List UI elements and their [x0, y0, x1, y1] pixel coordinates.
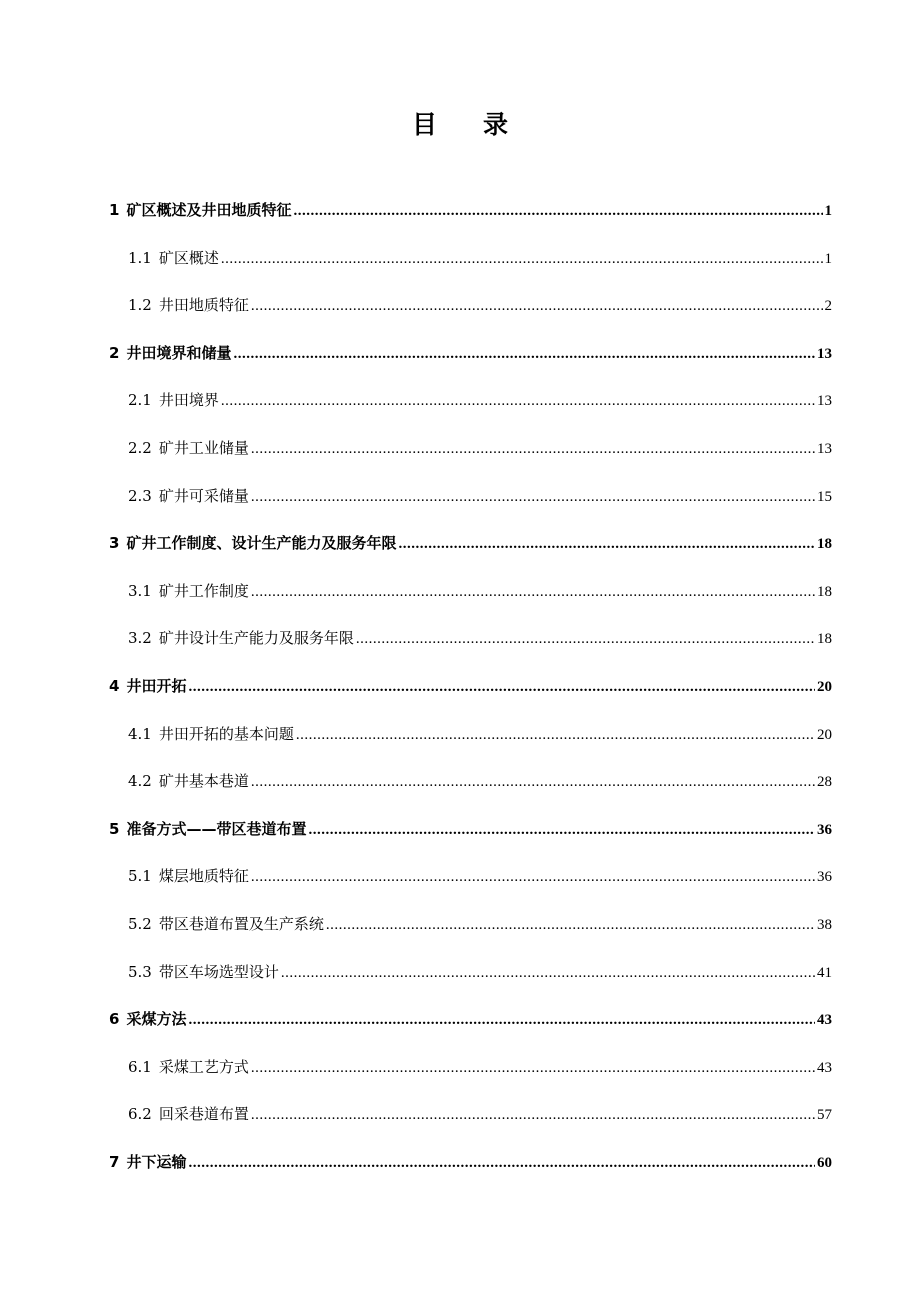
toc-entry-number: 1.2: [128, 296, 152, 314]
toc-entry-label: [128, 388, 219, 412]
toc-entry-number: 3: [109, 534, 120, 552]
toc-section-entry[interactable]: [128, 722, 832, 746]
toc-entry-label: [128, 912, 324, 936]
toc-entry-label: [109, 531, 396, 555]
toc-entry-title: 矿井工作制度、设计生产能力及服务年限: [126, 534, 397, 552]
toc-entry-title: 井田开拓: [126, 677, 187, 695]
toc-entry-number: 6: [109, 1010, 120, 1028]
toc-entry-label: [128, 293, 249, 317]
toc-section-entry[interactable]: [128, 484, 832, 508]
toc-page-number: 41: [817, 965, 832, 981]
toc-page-number: 20: [817, 679, 832, 695]
toc-entry-title: 井田境界: [158, 391, 219, 409]
page-title-char-2: 录: [483, 110, 509, 139]
toc-entry-label: [128, 436, 249, 460]
toc-dot-leader: [326, 913, 815, 936]
toc-dot-leader: [251, 437, 815, 460]
toc-chapter-entry[interactable]: [109, 341, 832, 365]
toc-dot-leader: [251, 580, 815, 603]
toc-section-entry[interactable]: [128, 864, 832, 888]
toc-entry-title: 井田境界和储量: [126, 344, 232, 362]
toc-entry-label: [128, 960, 279, 984]
toc-dot-leader: [398, 532, 815, 555]
toc-page-number: 1: [824, 251, 832, 267]
toc-entry-number: 2: [109, 344, 120, 362]
toc-entry-number: 5: [109, 820, 120, 838]
toc-dot-leader: [293, 199, 822, 222]
toc-entry-label: [128, 484, 249, 508]
toc-section-entry[interactable]: [128, 246, 832, 270]
toc-dot-leader: [251, 1056, 815, 1079]
toc-entry-label: [109, 817, 306, 841]
toc-page-number: 18: [817, 584, 832, 600]
toc-entry-title: 采煤方法: [126, 1010, 187, 1028]
toc-entry-title: 井田地质特征: [158, 296, 249, 314]
toc-chapter-entry[interactable]: [109, 817, 832, 841]
toc-dot-leader: [251, 1103, 815, 1126]
toc-entry-number: 6.2: [128, 1105, 152, 1123]
toc-chapter-entry[interactable]: [109, 674, 832, 698]
toc-entry-label: [128, 769, 249, 793]
toc-page-number: 18: [817, 631, 832, 647]
toc-entry-label: [109, 1150, 186, 1174]
toc-entry-number: 1: [109, 201, 120, 219]
toc-chapter-entry[interactable]: [109, 198, 832, 222]
toc-page-number: 36: [817, 869, 832, 885]
toc-entry-number: 5.2: [128, 915, 152, 933]
toc-entry-title: 矿井设计生产能力及服务年限: [158, 629, 354, 647]
toc-dot-leader: [308, 818, 815, 841]
toc-entry-title: 回采巷道布置: [158, 1105, 249, 1123]
toc-entry-label: [128, 246, 219, 270]
toc-entry-label: [109, 674, 186, 698]
toc-chapter-entry[interactable]: [109, 1007, 832, 1031]
toc-page-number: 15: [817, 489, 832, 505]
toc-entry-label: [109, 1007, 186, 1031]
toc-page-number: 43: [817, 1060, 832, 1076]
toc-section-entry[interactable]: [128, 436, 832, 460]
toc-page-number: 13: [817, 346, 832, 362]
toc-entry-label: [128, 722, 294, 746]
toc-dot-leader: [251, 865, 815, 888]
toc-dot-leader: [188, 1151, 815, 1174]
toc-entry-title: 矿井工业储量: [158, 439, 249, 457]
toc-page-number: 43: [817, 1012, 832, 1028]
toc-entry-title: 准备方式——带区巷道布置: [126, 820, 307, 838]
toc-entry-title: 井田开拓的基本问题: [158, 725, 294, 743]
toc-page-number: 60: [817, 1155, 832, 1171]
toc-chapter-entry[interactable]: [109, 531, 832, 555]
toc-chapter-entry[interactable]: [109, 1150, 832, 1174]
toc-entry-number: 7: [109, 1153, 120, 1171]
toc-dot-leader: [296, 723, 815, 746]
toc-page-number: 2: [824, 298, 832, 314]
toc-entry-title: 矿井可采储量: [158, 487, 249, 505]
page-title: [0, 110, 920, 140]
toc-entry-label: [109, 198, 291, 222]
toc-dot-leader: [251, 294, 823, 317]
toc-dot-leader: [221, 247, 823, 270]
toc-section-entry[interactable]: [128, 626, 832, 650]
toc-entry-number: 3.2: [128, 629, 152, 647]
toc-section-entry[interactable]: [128, 1102, 832, 1126]
toc-entry-label: [128, 579, 249, 603]
toc-entry-number: 5.3: [128, 963, 152, 981]
toc-entry-label: [128, 1102, 249, 1126]
toc-section-entry[interactable]: [128, 579, 832, 603]
toc-entry-number: 2.1: [128, 391, 152, 409]
toc-page-number: 38: [817, 917, 832, 933]
toc-page-number: 36: [817, 822, 832, 838]
toc-dot-leader: [356, 627, 815, 650]
toc-entry-title: 带区车场选型设计: [158, 963, 279, 981]
toc-entry-title: 采煤工艺方式: [158, 1058, 249, 1076]
toc-page-number: 13: [817, 441, 832, 457]
toc-entry-title: 带区巷道布置及生产系统: [158, 915, 324, 933]
toc-dot-leader: [188, 675, 815, 698]
toc-section-entry[interactable]: [128, 960, 832, 984]
toc-entry-label: [128, 864, 249, 888]
toc-dot-leader: [188, 1008, 815, 1031]
page-title-char-1: 目: [411, 110, 437, 139]
toc-entry-number: 4.1: [128, 725, 152, 743]
toc-section-entry[interactable]: [128, 912, 832, 936]
toc-page-number: 13: [817, 393, 832, 409]
toc-entry-title: 矿井基本巷道: [158, 772, 249, 790]
toc-entry-number: 6.1: [128, 1058, 152, 1076]
toc-entry-title: 井下运输: [126, 1153, 187, 1171]
toc-entry-number: 1.1: [128, 249, 152, 267]
toc-page-number: 20: [817, 727, 832, 743]
toc-page-number: 57: [817, 1107, 832, 1123]
toc-entry-title: 矿区概述及井田地质特征: [126, 201, 292, 219]
toc-page-number: 18: [817, 536, 832, 552]
toc-entry-number: 4.2: [128, 772, 152, 790]
toc-page-number: 1: [824, 203, 832, 219]
toc-dot-leader: [233, 342, 815, 365]
toc-dot-leader: [281, 961, 815, 984]
toc-entry-number: 3.1: [128, 582, 152, 600]
toc-entry-title: 煤层地质特征: [158, 867, 249, 885]
toc-entry-label: [128, 1055, 249, 1079]
toc-dot-leader: [251, 485, 815, 508]
toc-entry-number: 4: [109, 677, 120, 695]
toc-entry-title: 矿井工作制度: [158, 582, 249, 600]
toc-section-entry[interactable]: [128, 769, 832, 793]
toc-entry-number: 2.3: [128, 487, 152, 505]
toc-dot-leader: [251, 770, 815, 793]
toc-section-entry[interactable]: [128, 293, 832, 317]
toc-entry-title: 矿区概述: [158, 249, 219, 267]
toc-entry-number: 2.2: [128, 439, 152, 457]
toc-entry-number: 5.1: [128, 867, 152, 885]
toc-entry-label: [128, 626, 354, 650]
toc-section-entry[interactable]: [128, 1055, 832, 1079]
toc-entry-label: [109, 341, 231, 365]
toc-page-number: 28: [817, 774, 832, 790]
toc-dot-leader: [221, 389, 815, 412]
toc-section-entry[interactable]: [128, 388, 832, 412]
